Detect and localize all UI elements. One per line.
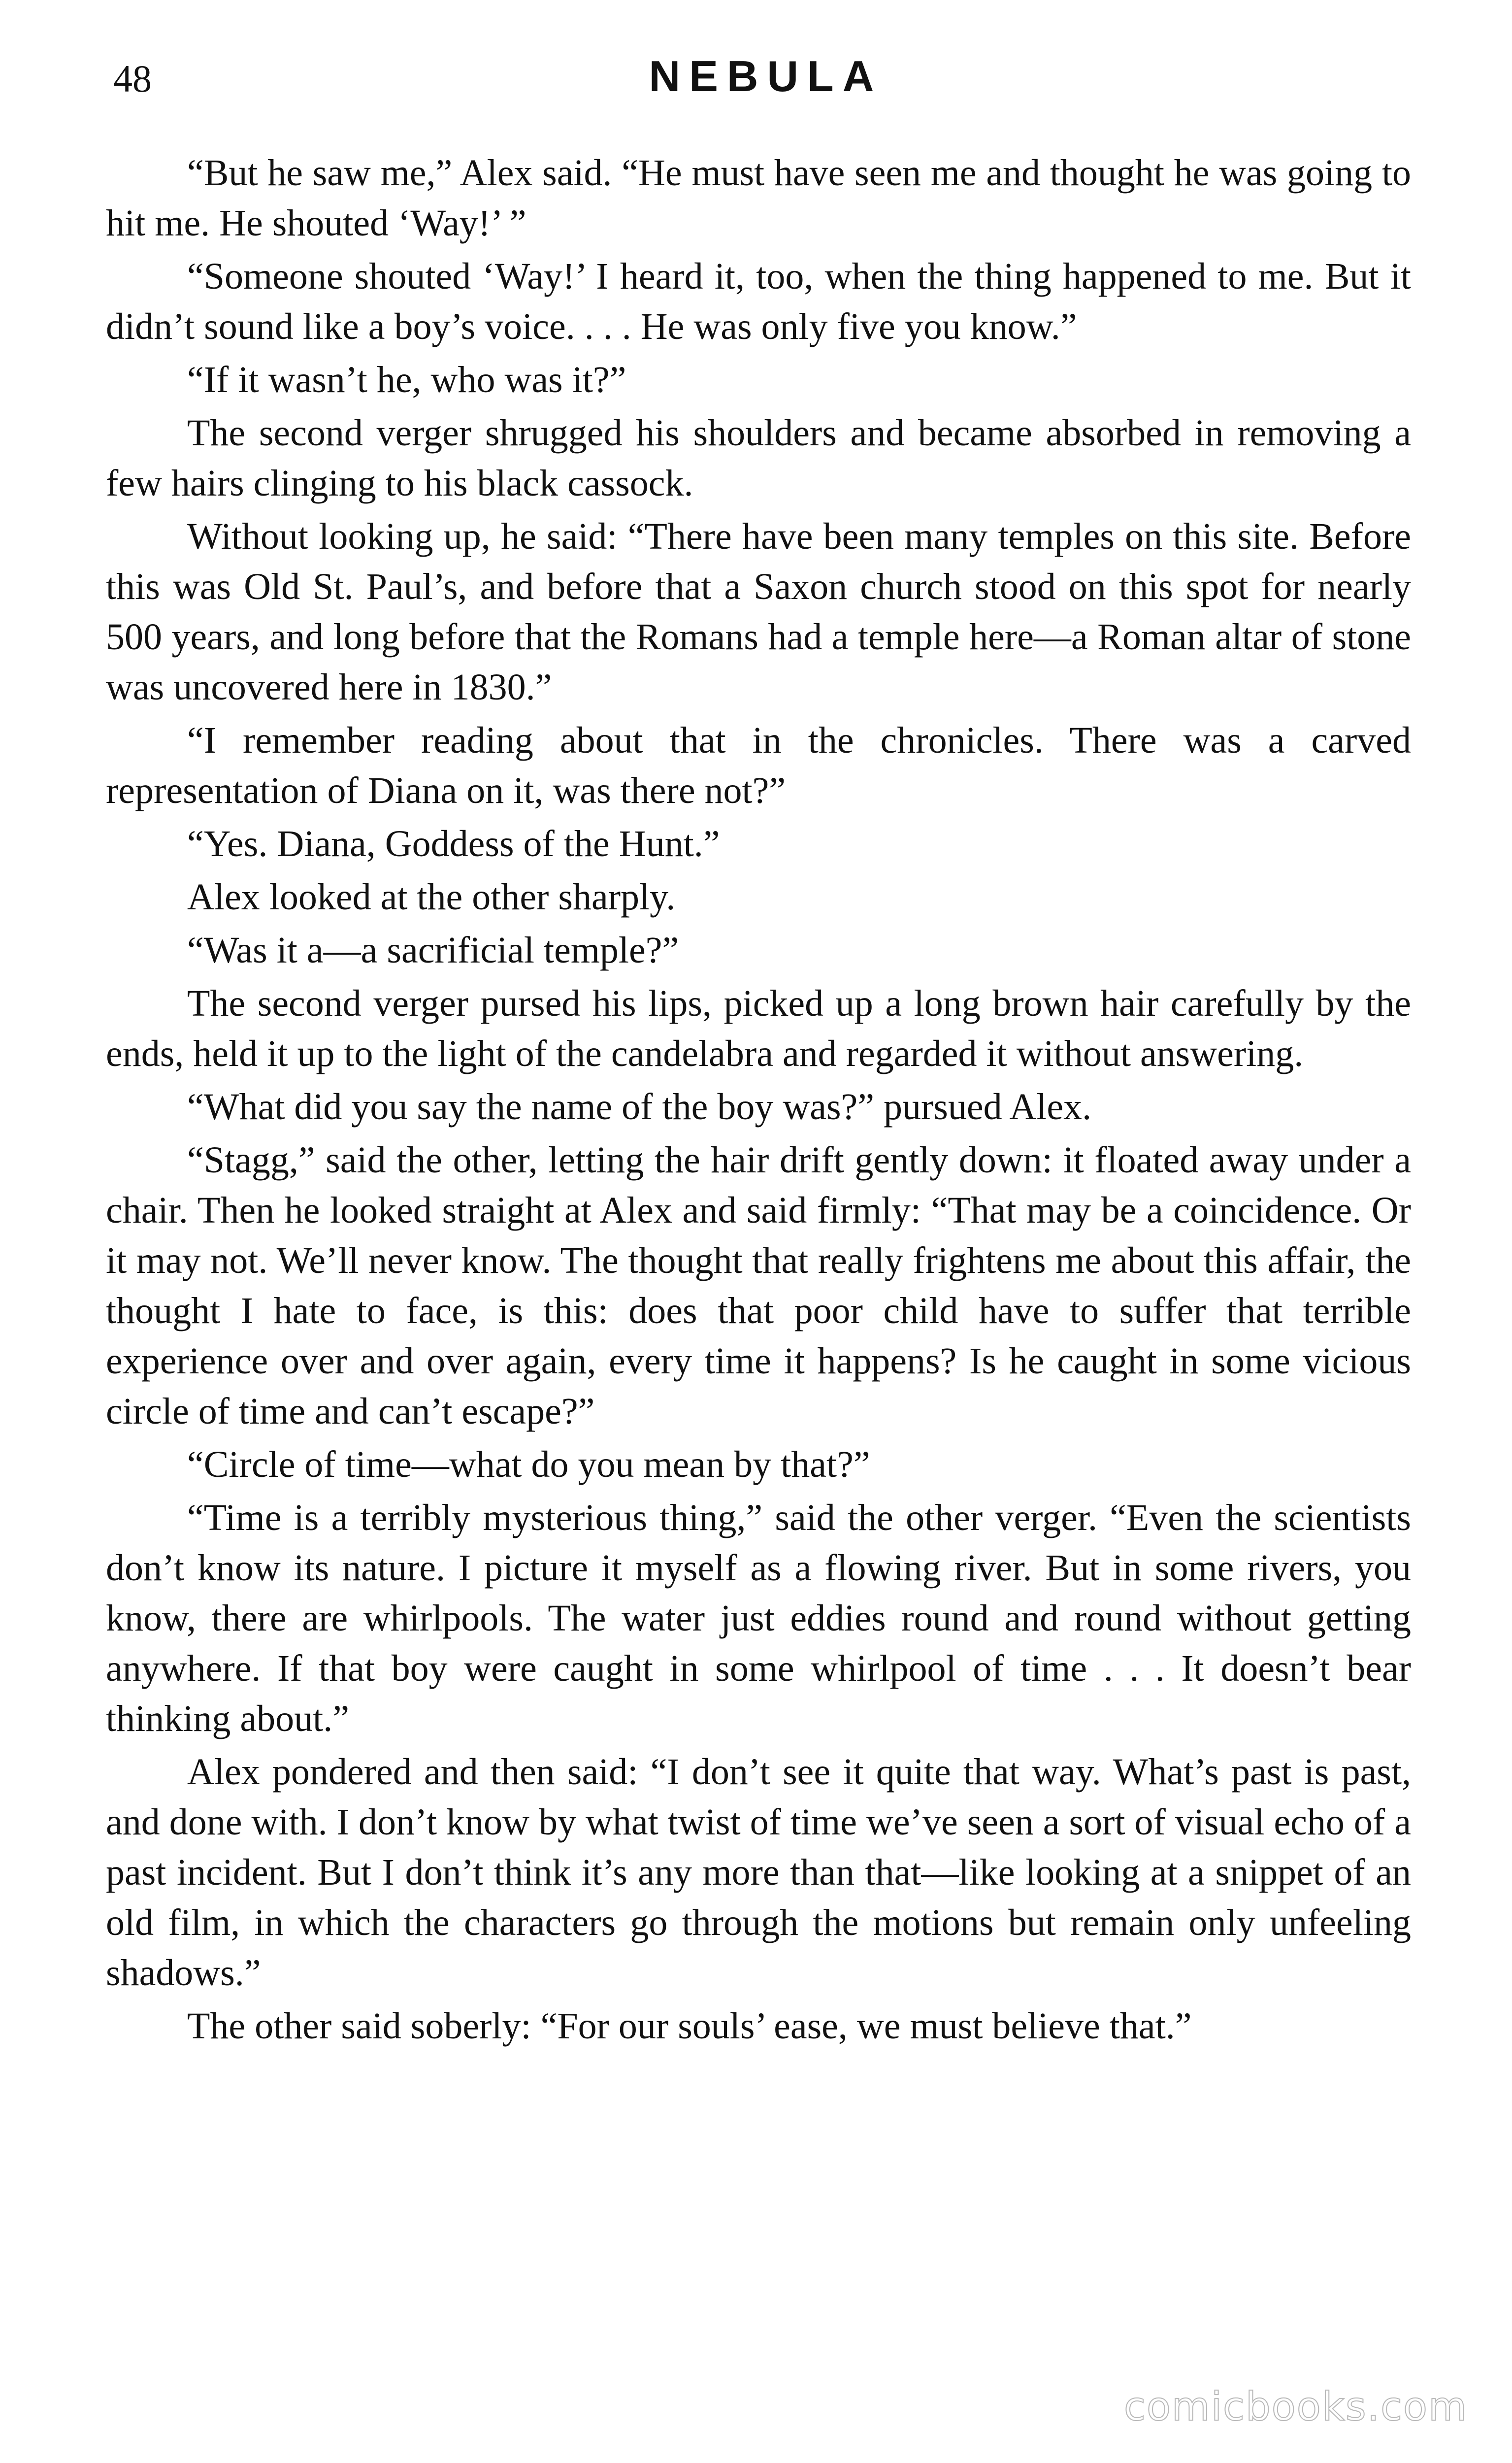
paragraph: “Yes. Diana, Goddess of the Hunt.” — [187, 823, 720, 865]
paragraph: “Someone shouted ‘Way!’ I heard it, too, when the thing happened to me. But it didn’t sound like a boy’s voice. . . . He was only five you know.” — [106, 256, 1411, 347]
paragraph: “I remember reading about that in the chronicles. There was a carved representation of Diana on it, was there not?” — [106, 720, 1411, 811]
paragraph: Alex pondered and then said: “I don’t see it quite that way. What’s past is past, and done with. I don’t know by what twist of time we’ve seen a sort of visual echo of a past incident. But I don’t think it’s any more than that—like looking at a snippet of an old film, in which the characters go through the motions but remain only unfeeling shadows.” — [106, 1751, 1411, 1994]
paragraph: “Was it a—a sacrificial temple?” — [187, 930, 679, 971]
paragraph: The other said soberly: “For our souls’ ease, we must believe that.” — [187, 2005, 1192, 2047]
paragraph: “Time is a terribly mysterious thing,” said the other verger. “Even the scientists don’t know its nature. I picture it myself as a flowing river. But in some rivers, you know, there are whirlpools. The water just eddies round and round without getting anywhere. If that boy were caught in some whirlpool of time . . . It doesn’t bear thinking about.” — [106, 1497, 1411, 1739]
paragraph: “But he saw me,” Alex said. “He must have seen me and thought he was going to hit me. He shouted ‘Way!’ ” — [106, 152, 1411, 244]
body-text — [106, 148, 1411, 2054]
paragraph: “Stagg,” said the other, letting the hair drift gently down: it floated away under a chair. Then he looked straight at Alex and said firmly: “That may be a coincidence. Or it may not. We’ll never know. The thought that really frightens me about this affair, the thought I hate to face, is this: does that poor child have to suffer that terrible experience over and over again, every time it happens? Is he caught in some vicious circle of time and can’t escape?” — [106, 1139, 1411, 1432]
paragraph: “Circle of time—what do you mean by that?” — [187, 1444, 870, 1485]
paragraph: The second verger pursed his lips, picked up a long brown hair carefully by the ends, held it up to the light of the candelabra and regarded it without answering. — [106, 983, 1411, 1074]
paragraph: “What did you say the name of the boy was?” pursued Alex. — [187, 1086, 1092, 1128]
running-head: NEBULA — [649, 52, 883, 100]
paragraph: Without looking up, he said: “There have been many temples on this site. Before this was Old St. Paul’s, and before that a Saxon church stood on this spot for nearly 500 years, and long before that the Romans had a temple here—a Roman altar of stone was uncovered here in 1830.” — [106, 516, 1411, 708]
paragraph: The second verger shrugged his shoulders and became absorbed in removing a few hairs clinging to his black cassock. — [106, 412, 1411, 504]
watermark-logo: comicbooks.com — [1123, 2384, 1468, 2430]
page-number: 48 — [113, 57, 152, 100]
page-header — [113, 47, 1418, 116]
paragraph: Alex looked at the other sharply. — [187, 876, 676, 918]
paragraph: “If it wasn’t he, who was it?” — [187, 359, 626, 400]
